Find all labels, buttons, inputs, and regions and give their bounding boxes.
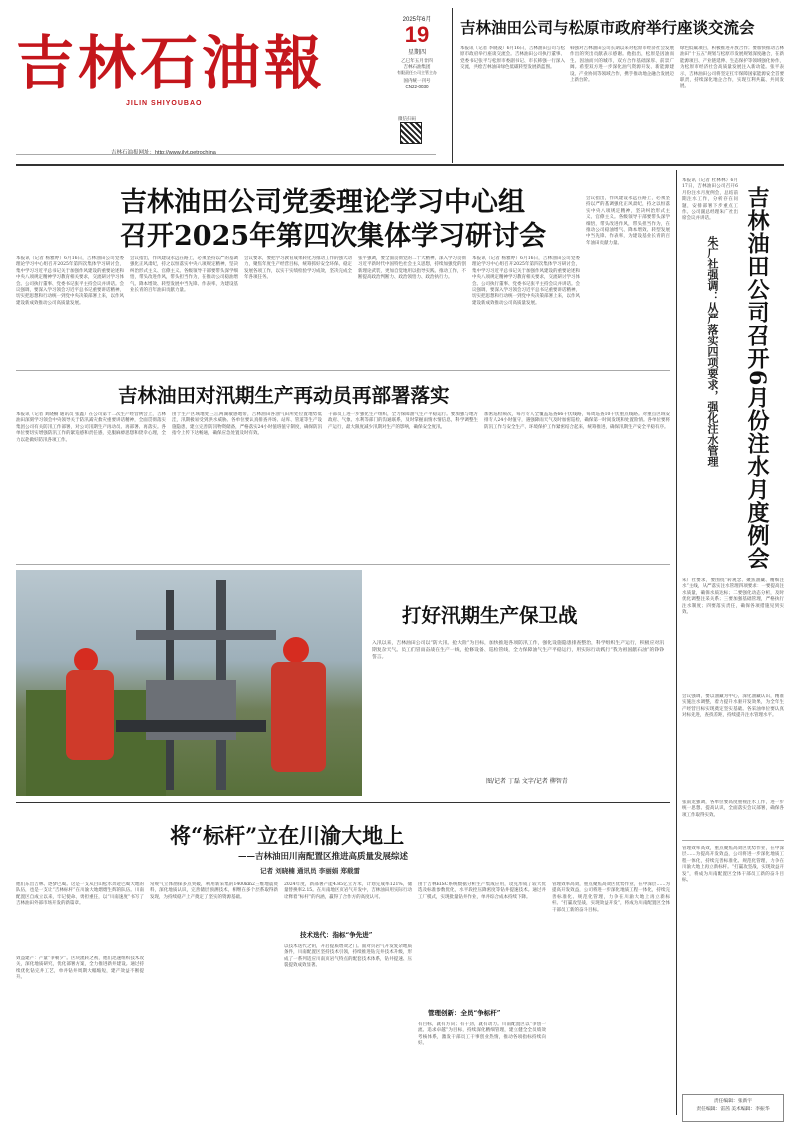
bottom-subhead: ——吉林油田川南配置区推进高质量发展综述 [238, 852, 409, 862]
top-body-col1: 本报讯（记者 李晓凌）6月16日，吉林油田公司与松原市政府举行座谈交流会。吉林油田公司执行董事、党委书记张平与松原市委副书记、市长韩强一行深入交流，共绘吉林油田绿色低碳转型发展新蓝图。 [460, 46, 565, 71]
vertical-headline: 吉林油田公司召开6月份注水月度例会 [744, 186, 770, 571]
flood-rule [16, 564, 670, 565]
bottom-body-col3b: 以技术迭代之钥，开启提质增效之门。面对页岩气开发复杂地质条件，川南配置区坚持技术引领，持续推进钻完井技术升级，形成了一系列适应川南页岩气特点的配套技术体系，钻井提速、压裂提效成效显著。 [284, 944, 412, 969]
lead-headline-line2: 召开2025年第四次集体学习研讨会 [120, 221, 547, 252]
top-body-col2: 韩强对吉林油田公司长期以来对松原市经济社会发展作出的突出贡献表示感谢。他指出，松原是因油而生、因油而兴的城市，双方合作基础深厚、前景广阔。希望双方进一步深化油气资源开发、新能源建设、产业协同等领域合作，携手推动地企融合发展迈上新台阶。 [570, 46, 674, 84]
bottom-body-col1b: 效益建产：产量“争朝夕”。区块流转之初，他们迅速组织技术攻关，深化地质研究，优化部署方案，全力推进新井建设。通过持续优化钻完井工艺，单井钻井周期大幅缩短，建产效益不断提升。 [16, 956, 144, 981]
masthead-rule [16, 154, 436, 155]
photo-oil-workers [16, 570, 362, 796]
vertical-body-intro: 本报讯（记者 杜林林）6月17日，吉林油田公司召开6月份注水月度例会，总结前期注水工作，分析存在问题，安排部署下步重点工作。公司副总经理朱广社出席会议并讲话。 [682, 178, 738, 222]
vertical-body-col1: 朱广社要求，要围绕“转观念、聚焦油藏、精细注水”主线，从严落实注水管理四项要求：一要提高注水质量，确保水质达标；二要强化动态分析，及时优化调整注采关系；三要加强基础管理，严格执行注水制度；四要落实责任，确保各项措施见到实效。 [682, 578, 784, 616]
photo-rule [16, 802, 670, 803]
top-rule [16, 164, 784, 166]
lead-body-col5: 本报讯（记者 杨雅婷）6月16日，吉林油田公司党委理论学习中心组召开2025年第四次集体学习研讨会，集中学习习近平总书记关于加强作风建设的重要论述和中央八项规定精神学习教育相关要求，交流研讨学习体会。公司执行董事、党委书记张平主持会议并讲话。会议强调，要深入学习领会习近平总书记重要讲话精神，切实把思想和行动统一到党中央决策部署上来，以作风建设新成效推动公司高质量发展。 [472, 256, 580, 306]
issue-sponsor: 有限责任公司主管主办 [397, 70, 437, 75]
flood-body-col4: 加密巡检频次，每月专人全覆盖巡查66千伏线路，每周巡查10千伏重点线路。对重点区域安排专人24小时值守，遇强降雨天气及时加密巡检，确保第一时间发现和处置险情。各单位要将防汛工作与安全生产、环境保护工作紧密结合起来，统筹推进，确保汛期生产安全平稳有序。 [484, 412, 670, 430]
photo-body: 入汛以来，吉林油田公司以“防大汛、抢大险”为目标，加快推进各项防汛工作，强化设施隐患排查整治，科学组织生产运行，积极应对汛期复杂天气。员工们冒雨奋战在生产一线，抢修设备、巡检管线，全力保障油气生产平稳运行，用实际行动践行“我为祖国献石油”的铮铮誓言。 [372, 641, 664, 661]
lead-body-col3: 会议要求，要把学习教育成果转化为推动工作的强大动力，聚焦年度生产经营目标，统筹抓好安全环保、稳定发展各项工作，以实干实绩检验学习成效，坚决完成全年各项任务。 [244, 256, 352, 281]
masthead-website: 吉林石油报网址：http://www.jlyt.petrochina [111, 150, 216, 156]
photo-illustration [16, 570, 362, 796]
issue-lunar: 乙巳年五月廿四 [401, 58, 433, 63]
issue-weekday: 星期四 [407, 50, 426, 56]
lead-rule [16, 370, 670, 371]
lead-body-col1: 本报讯（记者 杨雅婷）6月16日，吉林油田公司党委理论学习中心组召开2025年第四次集体学习研讨会，集中学习习近平总书记关于加强作风建设的重要论述和中央八项规定精神学习教育相关要求，交流研讨学习体会。公司执行董事、党委书记张平主持会议并讲话。会议强调，要深入学习领会习近平总书记重要讲话精神，切实把思想和行动统一到党中央决策部署上来，以作风建设新成效推动公司高质量发展。 [16, 256, 124, 306]
top-body-col3: 绿色低碳项目，积极推进开放合作；要加快推动吉林油田“十五五”规划与松原市发展规划深度融合，在新能源项目、产业链延伸、生态保护等领域强化协作，为松原市经济社会高质量发展注入新动能。张平表示，吉林油田公司将坚定扛牢保障国家能源安全首要职责，持续深化地企合作，实现互利共赢、共同发展。 [680, 46, 784, 90]
issue-box [388, 14, 446, 154]
bottom-headline: 将“标杆”立在川渝大地上 [170, 823, 405, 848]
issue-cn-code: CN22-0030 [405, 84, 429, 89]
vertical-body-col3: 张南龙强调，各单位要高度重视注水工作，进一步统一思想、提高认识，全面落实会议部署，确保各项工作取得实效。 [682, 800, 784, 818]
flood-body-col2: 由于生产区域地处三江两湖敏感地带，吉林油田各油气田所处位置地势低洼，汛期极易受到洪水威胁。各单位要认真排查井场、站库、管道等生产设施隐患，建立完善防汛物资储备，严格落实24小时值班值守制度，确保防汛指令上传下达畅通，确保应急处置及时有效。 [172, 412, 322, 437]
issue-publisher: 吉林石油集团 [403, 64, 431, 69]
flood-headline: 吉林油田对汛期生产再动员再部署落实 [118, 384, 450, 407]
vertical-end-rule [682, 840, 784, 841]
qr-caption: 微信扫码 [398, 117, 416, 122]
bottom-body-col2: 常规气立体勘探多点突破，利用新采集的1400km2三维地震资料，深化地质认识，完善储层预测技术，相继在多个层系取得新发现，为持续稳产上产奠定了坚实的资源基础。 [150, 882, 278, 900]
footer-layout: 责任编辑：雷茜 美术编辑：李振华 [696, 1107, 770, 1112]
lead-body-col4: 张平强调，要全面贯彻党的二十大精神，深入学习贯彻习近平新时代中国特色社会主义思想，持续加强党的创新理论武装，更加自觉地用以指导实践、推动工作，不断提高政治判断力、政治领悟力、政治执行力。 [358, 256, 466, 281]
bottom-body-col6: 管理效率高效，重点聚焦高效区优势作业，在中深层……为提高开发效益，公司将进一步深化地质工程一体化，持续完善标准化、规范化管理，力争在川渝大地上再立新标杆。“打赢攻坚战，实现效益开发”，将成为川南配置区全体干部员工新的奋斗目标。 [682, 846, 784, 884]
bottom-section2: 管理创新：全员“争标杆” [428, 1009, 501, 1017]
lead-headline-line1: 吉林油田公司党委理论学习中心组 [120, 187, 525, 218]
flood-body-col3: 干部员工进一步强化生产组织，全力保障油气生产平稳运行。要加强与地方政府、气象、水利等部门的沟通联系，及时掌握雨情水情信息，科学调整生产运行，最大限度减少汛期对生产的影响，确保安全度汛。 [328, 412, 478, 430]
top-headline: 吉林油田公司与松原市政府举行座谈交流会 [460, 18, 755, 37]
flood-body-col1: 本报讯（记者 刘晓楠 通讯员 张鑫）在公司第十二次生产经营例会上，吉林油田深刻学习领会中央领导关于防汛减灾救灾重要讲话精神，全面贯彻落实集团公司有关防汛工作部署，对公司汛期生产再动员、再部署、再落实。各单位要切实增强防汛工作的紧迫感和责任感，克服麻痹思想和侥幸心理，全力以赴做好防汛各项工作。 [16, 412, 166, 443]
vertical-body-col2: 会议强调，要以油藏为中心，深化油藏认识，精准实施注水调整，着力提升水驱开发效果，为全年生产经营目标实现奠定坚实基础。各采油单位要认真对标先进，查找差距，持续提升注水管理水平。 [682, 694, 784, 719]
bottom-body-col5: 管理效率高效，重点聚焦高效区优势作业，在中深层……为提高开发效益，公司将进一步深化地质工程一体化，持续完善标准化、规范化管理，力争在川渝大地上再立新标杆。“打赢攻坚战，实现效益开发”，将成为川南配置区全体干部员工新的奋斗目标。 [552, 882, 670, 913]
bottom-section1: 技术迭代：指标“争先进” [300, 931, 373, 939]
bottom-byline: 记者 刘晓楠 通讯员 李丽娟 郑载雷 [260, 867, 361, 875]
issue-code-label: 国内统一刊号 [403, 78, 431, 83]
masthead-title: 吉林石油報 [16, 29, 327, 97]
bottom-body-col4: 由于吉林EISC系统数据分析生产集成应用，攻克形成了较大优选及标准参数优化，水平段控压降密度等钻井提速技术。通过井工厂模式，实现批量钻井作业，单井综合成本持续下降。 [418, 882, 546, 900]
masthead [16, 8, 446, 158]
lead-body-col6: 会议指出，作风建设永远在路上，必须坚持以严的基调强化正风肃纪，持之以恒落实中央八项规定精神，坚决纠治形式主义、官僚主义。各级领导干部要带头深学细悟，带头改进作风，带头担当作为，在推动公司稳油增气、降本增效、转型发展中当先锋、作表率，为建设基业长青的百年油田贡献力量。 [586, 196, 670, 246]
photo-credit: 图/记者 丁磊 文字/记者 柳智青 [486, 778, 568, 785]
issue-day: 19 [404, 22, 430, 47]
top-divider [452, 8, 453, 163]
issue-year-month: 2025年6月 [402, 17, 432, 23]
vertical-subhead: 朱广社强调：从严落实四项要求，强化注水管理 [706, 236, 719, 467]
bottom-body-col3: 2024年度，新部署产能4.85亿立方米，计划完成率121%，储量替换率2.15。在川南地区页岩气开发中，吉林油田用实际行动诠释着“标杆”的内涵，赢得了合作方的高度认可。 [284, 882, 412, 900]
masthead-pinyin: JILIN SHIYOUBAO [126, 100, 203, 107]
bottom-body-col1: 他们东出吉林、逐梦巴蜀。这是一支从白山松水奔赴巴蜀大地的队伍，也是一支让“吉林标杆”在川渝大地熠熠生辉的队伍。川南配置区自成立以来，牢记使命、勇担重任，以“川南速度”书写了吉林油田外部市场开发的新篇章。 [16, 882, 144, 907]
right-column-divider [676, 170, 677, 1115]
bottom-body-col4b: 有目标，就有方向；有干劲，就有动力。川南配置区以“争创一流、追求卓越”为目标，持续深化精细管理，建立健全全员绩效考核体系，激发干部员工干事创业热情，推动各项指标持续向好。 [418, 1022, 546, 1047]
footer-box [682, 1094, 784, 1122]
footer-editor: 责任编辑：张新宇 [713, 1099, 753, 1104]
lead-body-col2: 会议指出，作风建设永远在路上，必须坚持以严的基调强化正风肃纪，持之以恒落实中央八项规定精神，坚决纠治形式主义、官僚主义。各级领导干部要带头深学细悟，带头改进作风，带头担当作为，在推动公司稳油增气、降本增效、转型发展中当先锋、作表率，为建设基业长青的百年油田贡献力量。 [130, 256, 238, 294]
photo-headline: 打好汛期生产保卫战 [402, 604, 578, 627]
